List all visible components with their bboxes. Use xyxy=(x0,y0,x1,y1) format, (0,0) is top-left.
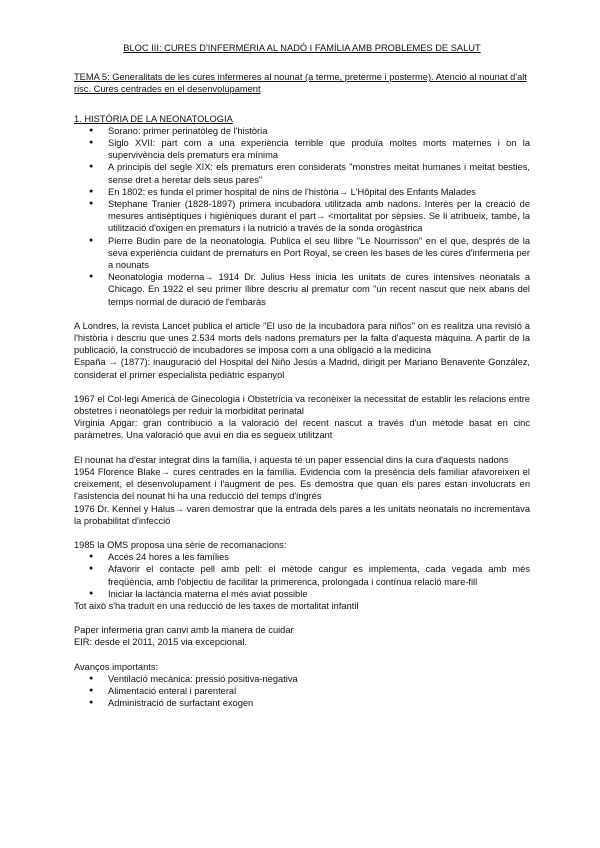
paragraph-1954: 1954 Florence Blake→ cures centrades en la família. Evidencia com la presència dels familiar afavoreixen el creixement, el desenvolupament i l'augment de pes. Es demostra que quan els pares estan involucrats en l'asistencia del nounat hi ha una reducció del temps d'ingrés xyxy=(74,466,530,502)
list-item: ● En 1802: es funda el primer hospital de nins de l'història→ L'Hôpital des Enfants Malades xyxy=(108,186,530,198)
paragraph-eir: EIR: desde el 2011, 2015 via excepcional. xyxy=(74,637,247,648)
list-item: ● Afavorir el contacte pell amb pell: el mètode cangur es implementa, cada vegada amb més freqüència, amb l'objectiu de facilitar la primerenca, prolongada i contínua relació mare-fill xyxy=(108,563,530,587)
list-item: ● Neonatologia moderna→ 1914 Dr. Julius Hess inicia les unitats de cures intensives neonatals a Chicago. En 1922 el seu primer llibre descriu al prematur com "un recent nascut que neix abans del temps normal de duració de l'embaràs xyxy=(108,271,530,308)
paragraph-london: A Londres, la revista Lancet publica el article "El uso de la incubadora para niños" on es realitza una revisió a l'història i descriu que unes 2.534 morts dels nadons prematurs per la falta d'aquesta màquina. A partir de la publicació, la construcció de incubadores se imposa com a una obligació a la medicina xyxy=(74,320,530,356)
paragraph-paper: Paper infermeria gran canvi amb la manera de cuidar xyxy=(74,625,294,636)
paragraph-1967: 1967 el Col·legi Americà de Ginecologia i Obstetrícia va reconèixer la necessitat de establir les relacions entre obstetres i neonatòlegs per reduir la morbiditat perinatal xyxy=(74,393,530,417)
oms-outro: Tot això s'ha traduït en una reducció de les taxes de mortalitat infantil xyxy=(74,600,359,611)
paragraph-spain: España → (1877): inauguració del Hospital del Niño Jesús a Madrid, dirigit per Mariano Benavente González, considerat el primer especialista pediàtric espanyol xyxy=(74,357,530,380)
list-item: ● Ventilació mecànica: pressió positiva-negativa xyxy=(108,673,530,685)
advances-intro: Avanços importants: xyxy=(74,661,159,672)
list-item: ● A principis del segle XIX: els prematurs eren considerats "monstres meitat humanes i meitat besties, sense dret a heretar dels seus pares" xyxy=(108,161,530,185)
paragraph-1976: 1976 Dr. Kennel y Halus→ varen demostrar que la entrada dels pares a les unitats neonatals no incrementava la probabilitat d'infecció xyxy=(74,503,530,526)
oms-list xyxy=(74,551,530,600)
document-page xyxy=(74,42,530,709)
list-item: ● Siglo XVII: part com a una experiència terrible que produïa moltes morts maternes i on la supervivència dels prematurs era mínima xyxy=(108,137,530,161)
list-item: ● Accés 24 hores a les famílies xyxy=(108,551,530,563)
list-item: ● Sorano: primer perinatòleg de l'història xyxy=(108,125,530,137)
advances-list xyxy=(74,673,530,710)
document-title: BLOC III: CURES D'INFERMERIA AL NADÓ I FAMÍLIA AMB PROBLEMES DE SALUT xyxy=(123,43,481,53)
oms-intro: 1985 la OMS proposa una sèrie de recomanacions: xyxy=(74,539,287,550)
history-list xyxy=(74,125,530,308)
list-item: ● Administració de surfactant exogen xyxy=(108,697,530,709)
list-item: ● Stephane Tranier (1828-1897) primera incubadora utilitzada amb nadons. Interès per la creació de mesures antisèptiques i higièniques durant el part→ <mortalitat por sèpsies. Se li atribueix, també, la utilització d'oxigen en prematurs i la nutrició a través de la sonda orogàstrica xyxy=(108,198,530,235)
topic-title: TEMA 5: Generalitats de les cures infermeres al nounat (a terme, preterme i posterme). Atenció al nounat d'alt risc. Cures centrades en el desenvolupament xyxy=(74,72,527,95)
paragraph-family: El nounat ha d'estar integrat dins la família, i aquesta té un paper essencial dins la cura d'aquests nadons xyxy=(74,454,509,465)
list-item: ● Iniciar la lactància materna el més aviat possible xyxy=(108,588,530,600)
paragraph-apgar: Virginia Apgar: gran contribució a la valoració del recent nascut a través d'un mètode basat en cinc paràmetres. Una valoració que avui en dia es segueix utilitzant xyxy=(74,418,530,441)
list-item: ● Alimentació enteral i parenteral xyxy=(108,685,530,697)
list-item: ● Pierre Budin pare de la neonatologia. Publica el seu llibre "Le Nourrisson" en el que, després de la seva experiència cuidant de prematurs en Port Royal, se creen les bases de les cures d'infermeria per a nounats xyxy=(108,235,530,272)
section-heading: 1. HISTÒRIA DE LA NEONATOLOGIA xyxy=(74,113,233,124)
